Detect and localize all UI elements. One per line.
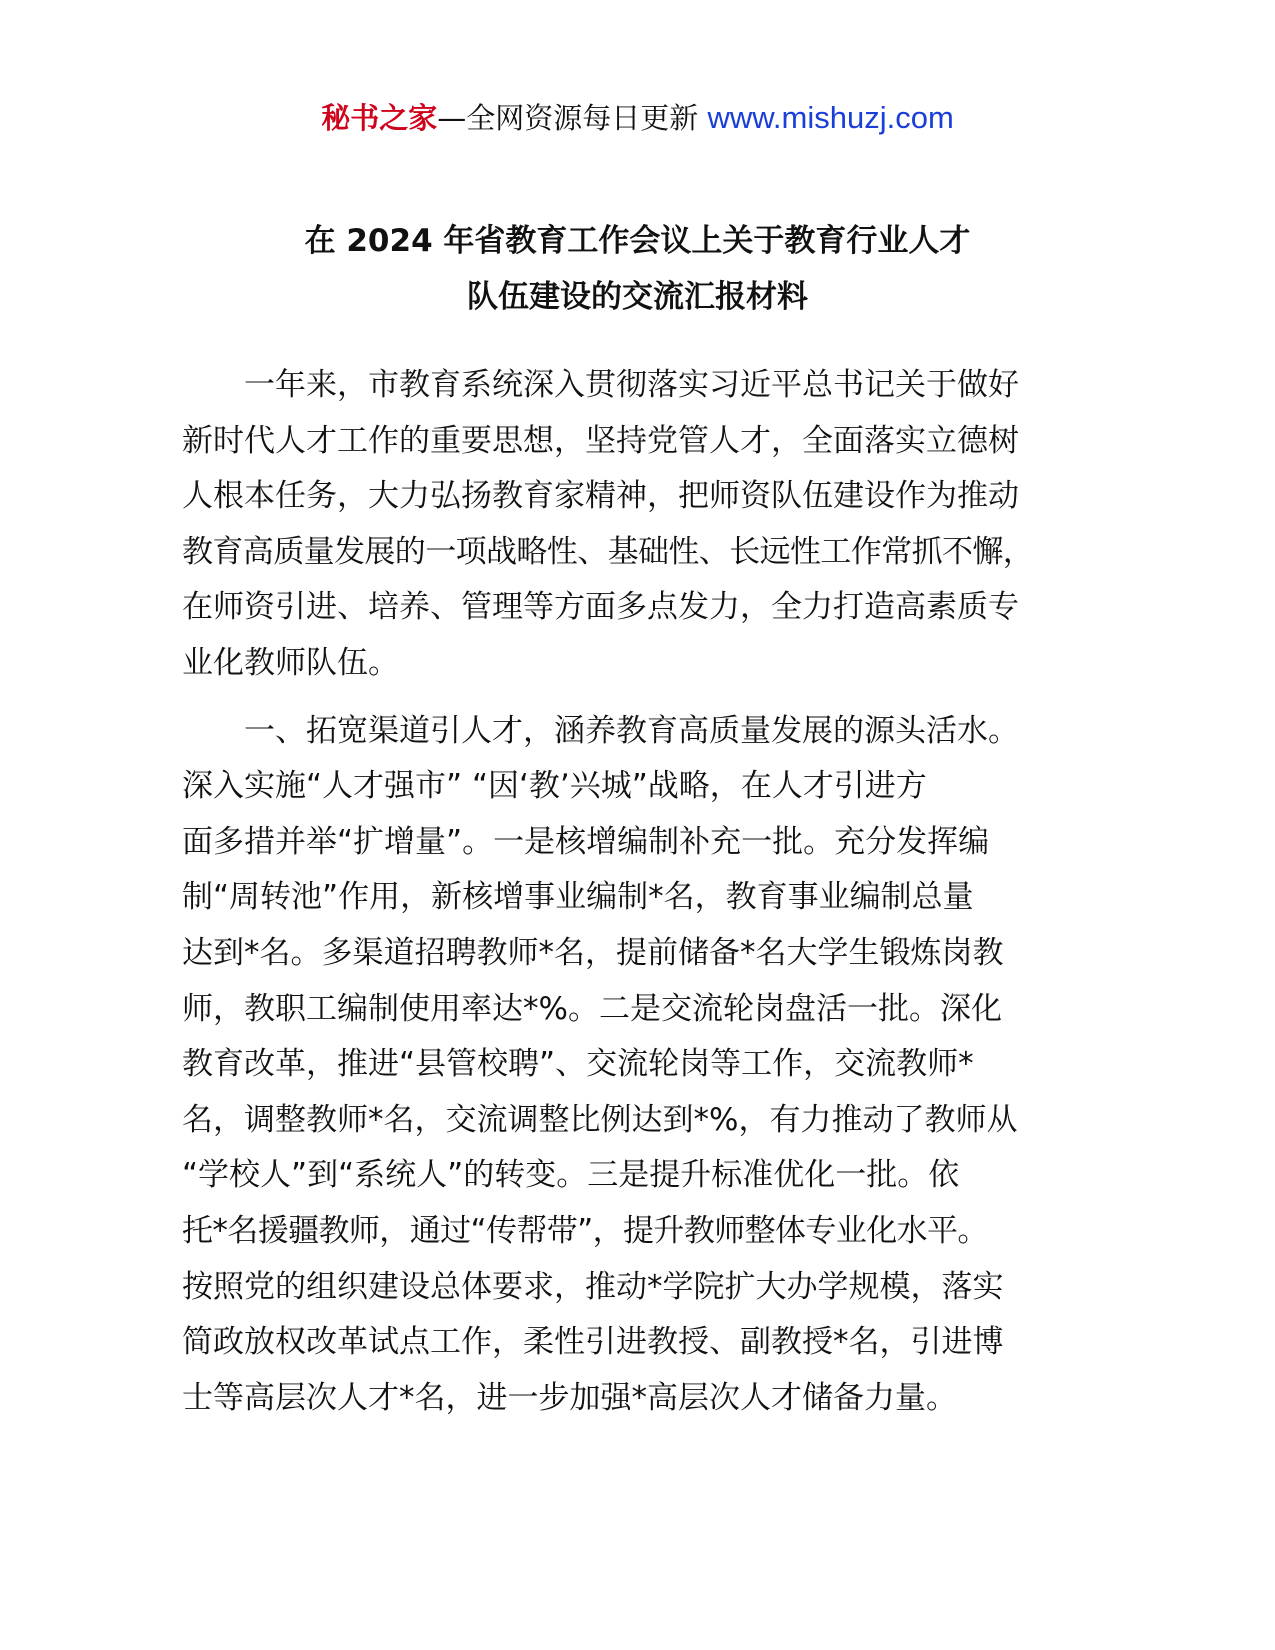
text-line: 教育改革，推进“县管校聘”、交流轮岗等工作，交流教师* [182, 1046, 974, 1083]
site-url[interactable]: www.mishuzj.com [707, 100, 954, 135]
text-line: 一年来，市教育系统深入贯彻落实习近平总书记关于做好 [244, 367, 1019, 403]
title-line: 队伍建设的交流汇报材料 [467, 278, 808, 315]
text-line: 新时代人才工作的重要思想，坚持党管人才，全面落实立德树 [182, 422, 1019, 459]
text-line: 面多措并举“扩增量”。一是核增编制补充一批。充分发挥编 [182, 823, 990, 860]
text-line: 简政放权改革试点工作，柔性引进教授、副教授*名，引进博 [182, 1324, 1004, 1361]
text-line: 制“周转池”作用，新核增事业编制*名，教育事业编制总量 [182, 879, 974, 916]
paragraph-section-one [182, 704, 1072, 1427]
text-line: 达到*名。多渠道招聘教师*名，提前储备*名大学生锻炼岗教 [182, 934, 1004, 971]
text-line: 按照党的组织建设总体要求，推动*学院扩大办学规模，落实 [182, 1268, 1004, 1305]
document-title [150, 214, 1125, 325]
site-header [0, 96, 1275, 140]
brand-name: 秘书之家 [321, 101, 438, 135]
text-line: 教育高质量发展的一项战略性、基础性、长远性工作常抓不懈， [182, 533, 1034, 570]
header-slogan: —全网资源每日更新 [437, 101, 699, 135]
text-line: 深入实施“人才强市” “因‘教’兴城”战略，在人才引进方 [182, 768, 927, 805]
text-line: “学校人”到“系统人”的转变。三是提升标准优化一批。依 [182, 1157, 960, 1194]
document-body [182, 358, 1072, 1438]
title-line: 在 2024 年省教育工作会议上关于教育行业人才 [304, 223, 971, 259]
text-line: 人根本任务，大力弘扬教育家精神，把师资队伍建设作为推动 [182, 478, 1019, 515]
paragraph-intro [182, 358, 1072, 692]
text-line: 业化教师队伍。 [182, 644, 399, 681]
text-line: 师，教职工编制使用率达*%。二是交流轮岗盘活一批。深化 [182, 990, 1002, 1027]
text-line: 在师资引进、培养、管理等方面多点发力，全力打造高素质专 [182, 589, 1019, 626]
text-line: 名，调整教师*名，交流调整比例达到*%，有力推动了教师从 [182, 1101, 1018, 1138]
text-line: 士等高层次人才*名，进一步加强*高层次人才储备力量。 [182, 1379, 957, 1416]
text-line: 托*名援疆教师，通过“传帮带”，提升教师整体专业化水平。 [182, 1212, 988, 1249]
section-heading-line: 一、拓宽渠道引人才，涵养教育高质量发展的源头活水。 [244, 712, 1019, 749]
